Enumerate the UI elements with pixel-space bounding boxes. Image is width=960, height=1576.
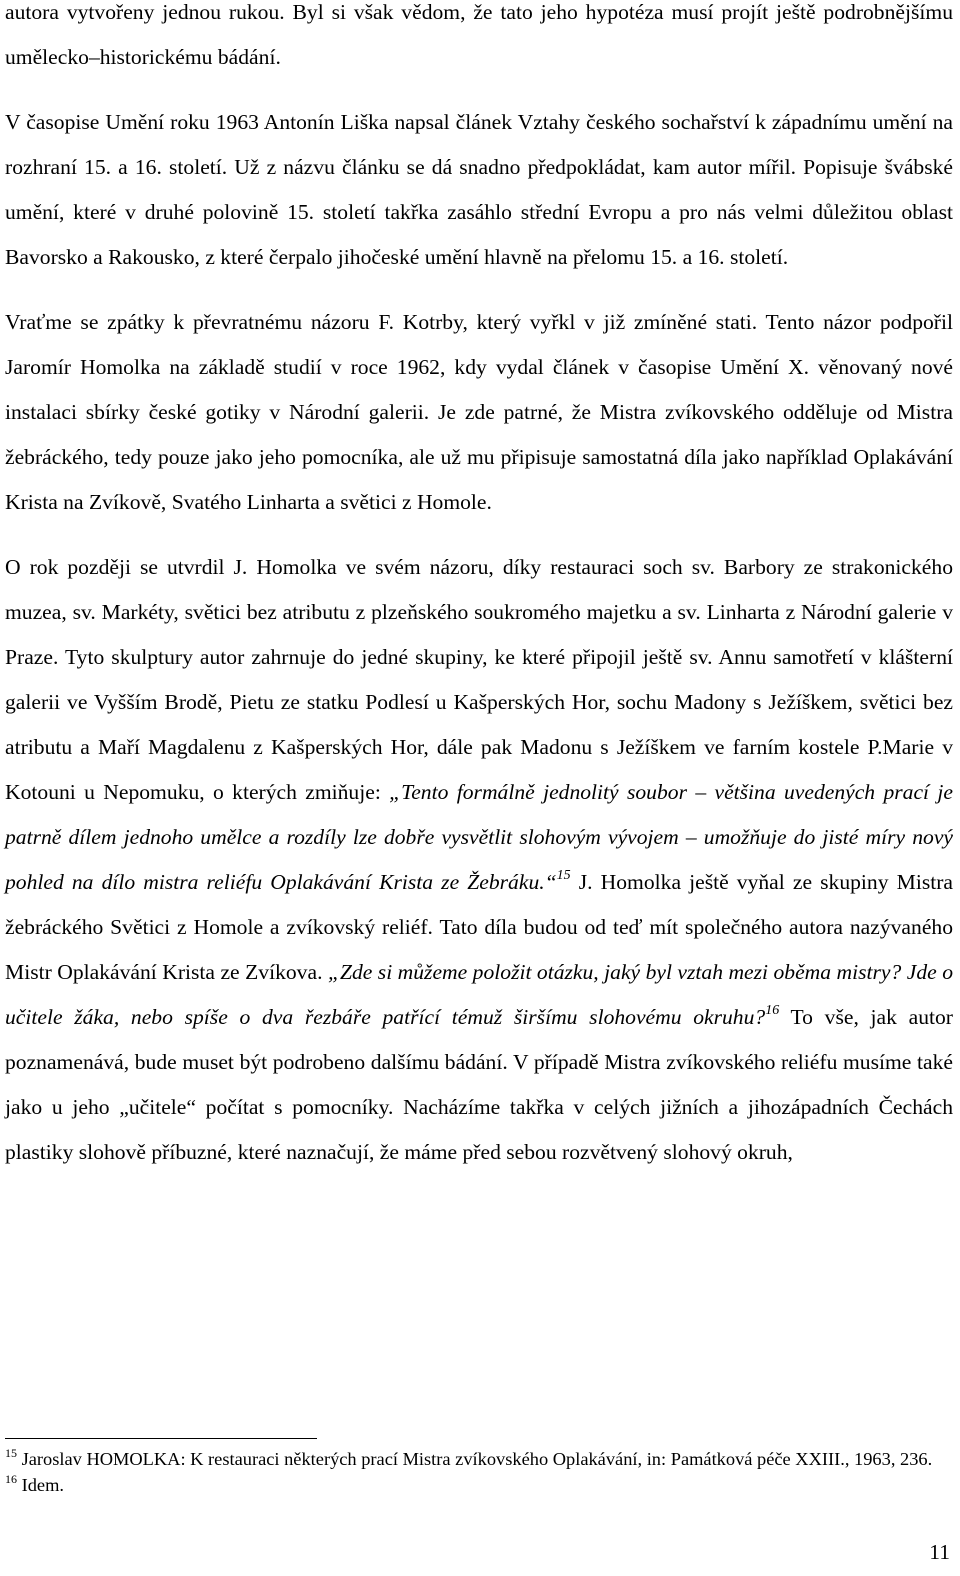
quotation: „Zde si můžeme položit otázku, jaký byl vztah mezi oběma mistry? Jde o učitele žáka, nebo spíše o dva řezbáře patřící témuž širšímu slohovému okruhu? (5, 960, 953, 1029)
footnote-separator (5, 1438, 317, 1439)
footnote-reference: 15 (556, 868, 571, 883)
text-run: autora vytvořeny jednou rukou. Byl si však vědom, že tato jeho hypotéza musí projít ještě podrobnějšímu umělecko–historickému bádání. (5, 0, 953, 69)
footnotes (5, 1446, 953, 1498)
footnote-reference: 16 (765, 1003, 780, 1018)
body-text (5, 0, 953, 1175)
paragraph (5, 300, 953, 525)
text-run: To vše, jak autor poznamenává, bude muset být podrobeno dalšímu bádání. V případě Mistra zvíkovského reliéfu musíme také jako u jeho „učitele“ počítat s pomocníky. Nacházíme takřka v celých jižních a jihozápadních Čechách plastiky slohově příbuzné, které naznačují, že máme před sebou rozvětvený slohový okruh, (5, 1005, 953, 1164)
paragraph (5, 100, 953, 280)
paragraph (5, 545, 953, 1175)
paragraph (5, 0, 953, 80)
footnote-number: 15 (5, 1446, 17, 1460)
text-run: J. Homolka ještě vyňal ze skupiny Mistra žebráckého Světici z Homole a zvíkovský reliéf. Tato díla budou od teď mít společného autora nazývaného Mistr Oplakávání Krista ze Zvíkova. (5, 870, 954, 984)
page-number: 11 (929, 1540, 950, 1564)
text-run: O rok později se utvrdil J. Homolka ve svém názoru, díky restauraci soch sv. Barbory ze strakonického muzea, sv. Markéty, světici bez atributu z plzeňského soukromého majetku a sv. Linharta z Národní galerie v Praze. Tyto skulptury autor zahrnuje do jedné skupiny, ke které připojil ještě sv. Annu samotřetí v klášterní galerii ve Vyšším Brodě, Pietu ze statku Podlesí u Kašperských Hor, sochu Madony s Ježíškem, světici bez atributu a Maří Magdalenu z Kašperských Hor, dále pak Madonu s Ježíškem ve farním kostele P.Marie v Kotouni u Nepomuku, o kterých zmiňuje: (5, 555, 953, 804)
footnote-number: 16 (5, 1472, 17, 1486)
text-run: Vraťme se zpátky k převratnému názoru F. Kotrby, který vyřkl v již zmíněné stati. Tento názor podpořil Jaromír Homolka na základě studií v roce 1962, kdy vydal článek v časopise Umění X. věnovaný nové instalaci sbírky české gotiky v Národní galerii. Je zde patrné, že Mistra zvíkovského odděluje od Mistra žebráckého, tedy pouze jako jeho pomocníka, ale už mu připisuje samostatná díla jako například Oplakávání Krista na Zvíkově, Svatého Linharta a světici z Homole. (5, 310, 953, 514)
document-page (5, 0, 953, 1175)
footnote-text: Idem. (21, 1475, 64, 1495)
footnote-15 (5, 1446, 953, 1472)
footnote-text: Jaroslav HOMOLKA: K restauraci některých prací Mistra zvíkovského Oplakávání, in: Památková péče XXIII., 1963, 236. (21, 1449, 933, 1469)
text-run: V časopise Umění roku 1963 Antonín Liška napsal článek Vztahy českého sochařství k západnímu umění na rozhraní 15. a 16. století. Už z názvu článku se dá snadno předpokládat, kam autor mířil. Popisuje švábské umění, které v druhé polovině 15. století takřka zasáhlo střední Evropu a pro nás velmi důležitou oblast Bavorsko a Rakousko, z které čerpalo jihočeské umění hlavně na přelomu 15. a 16. století. (5, 110, 953, 269)
footnote-16 (5, 1472, 953, 1498)
quotation: „Tento formálně jednolitý soubor – většina uvedených prací je patrně dílem jednoho umělce a rozdíly lze dobře vysvětlit slohovým vývojem – umožňuje do jisté míry nový pohled na dílo mistra reliéfu Oplakávání Krista ze Žebráku.“ (5, 780, 953, 894)
